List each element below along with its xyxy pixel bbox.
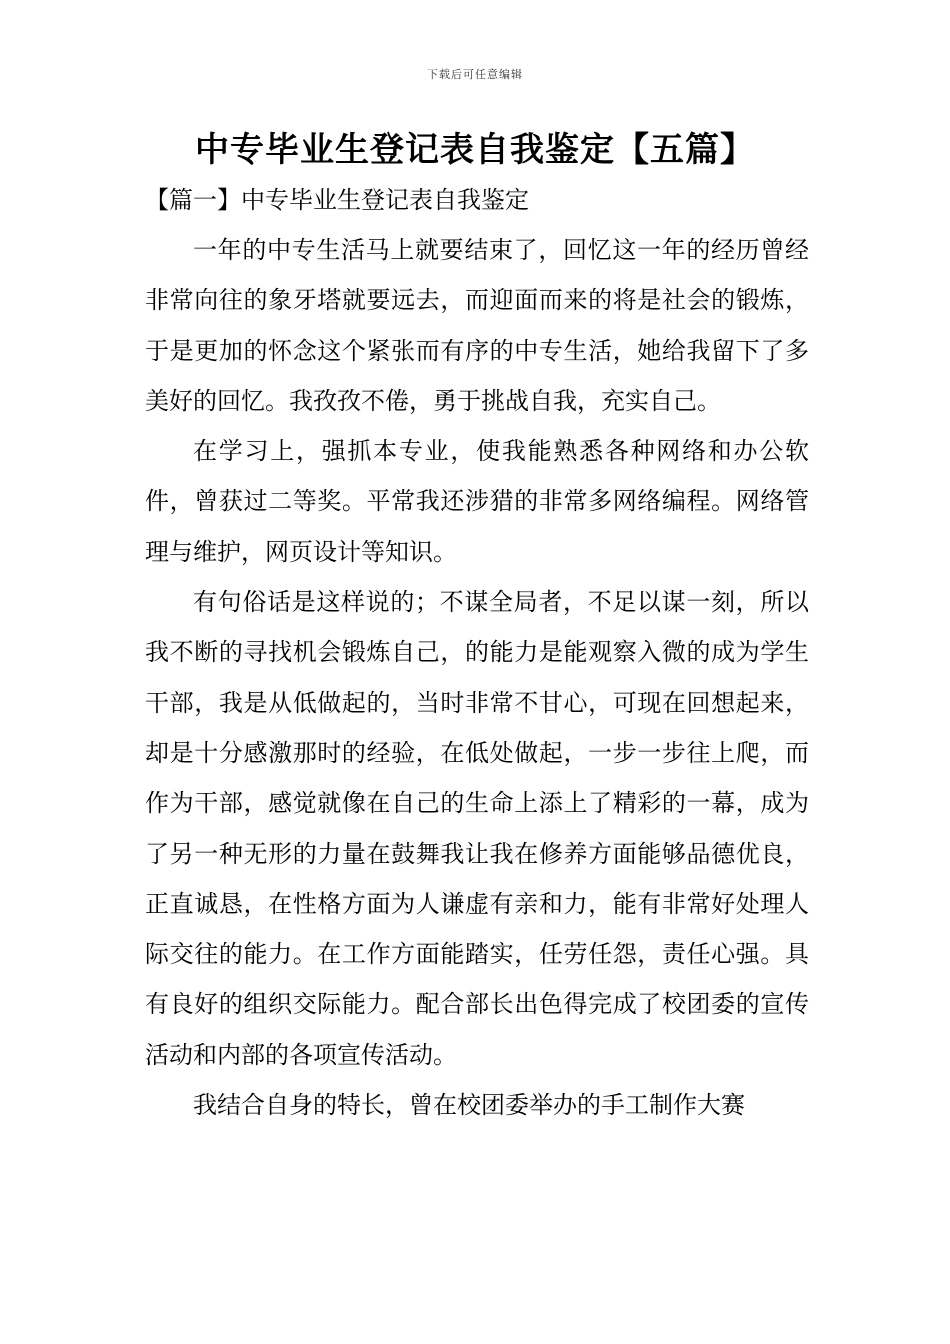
- section-heading: 【篇一】中专毕业生登记表自我鉴定: [145, 186, 529, 214]
- paragraph-2: 在学习上，强抓本专业，使我能熟悉各种网络和办公软件，曾获过二等奖。平常我还涉猎的非常多网络编程。网络管理与维护，网页设计等知识。: [145, 437, 809, 566]
- paragraph-4: 我结合自身的特长，曾在校团委举办的手工制作大赛: [193, 1091, 745, 1120]
- document-title: 中专毕业生登记表自我鉴定【五篇】: [195, 130, 755, 170]
- page-header-note: 下载后可任意编辑: [427, 68, 523, 81]
- document-body: [145, 225, 809, 1130]
- paragraph-3: 有句俗话是这样说的；不谋全局者，不足以谋一刻，所以我不断的寻找机会锻炼自己，的能力是能观察入微的成为学生干部，我是从低做起的，当时非常不甘心，可现在回想起来，却是十分感激那时的经验，在低处做起，一步一步往上爬，而作为干部，感觉就像在自己的生命上添上了精彩的一幕，成为了另一种无形的力量在鼓舞我让我在修养方面能够品德优良，正直诚恳，在性格方面为人谦虚有亲和力，能有非常好处理人际交往的能力。在工作方面能踏实，任劳任怨，责任心强。具有良好的组织交际能力。配合部长出色得完成了校团委的宣传活动和内部的各项宣传活动。: [145, 588, 809, 1069]
- paragraph-1: 一年的中专生活马上就要结束了，回忆这一年的经历曾经非常向往的象牙塔就要远去，而迎面而来的将是社会的锻炼，于是更加的怀念这个紧张而有序的中专生活，她给我留下了多美好的回忆。我孜孜不倦，勇于挑战自我，充实自己。: [145, 236, 809, 415]
